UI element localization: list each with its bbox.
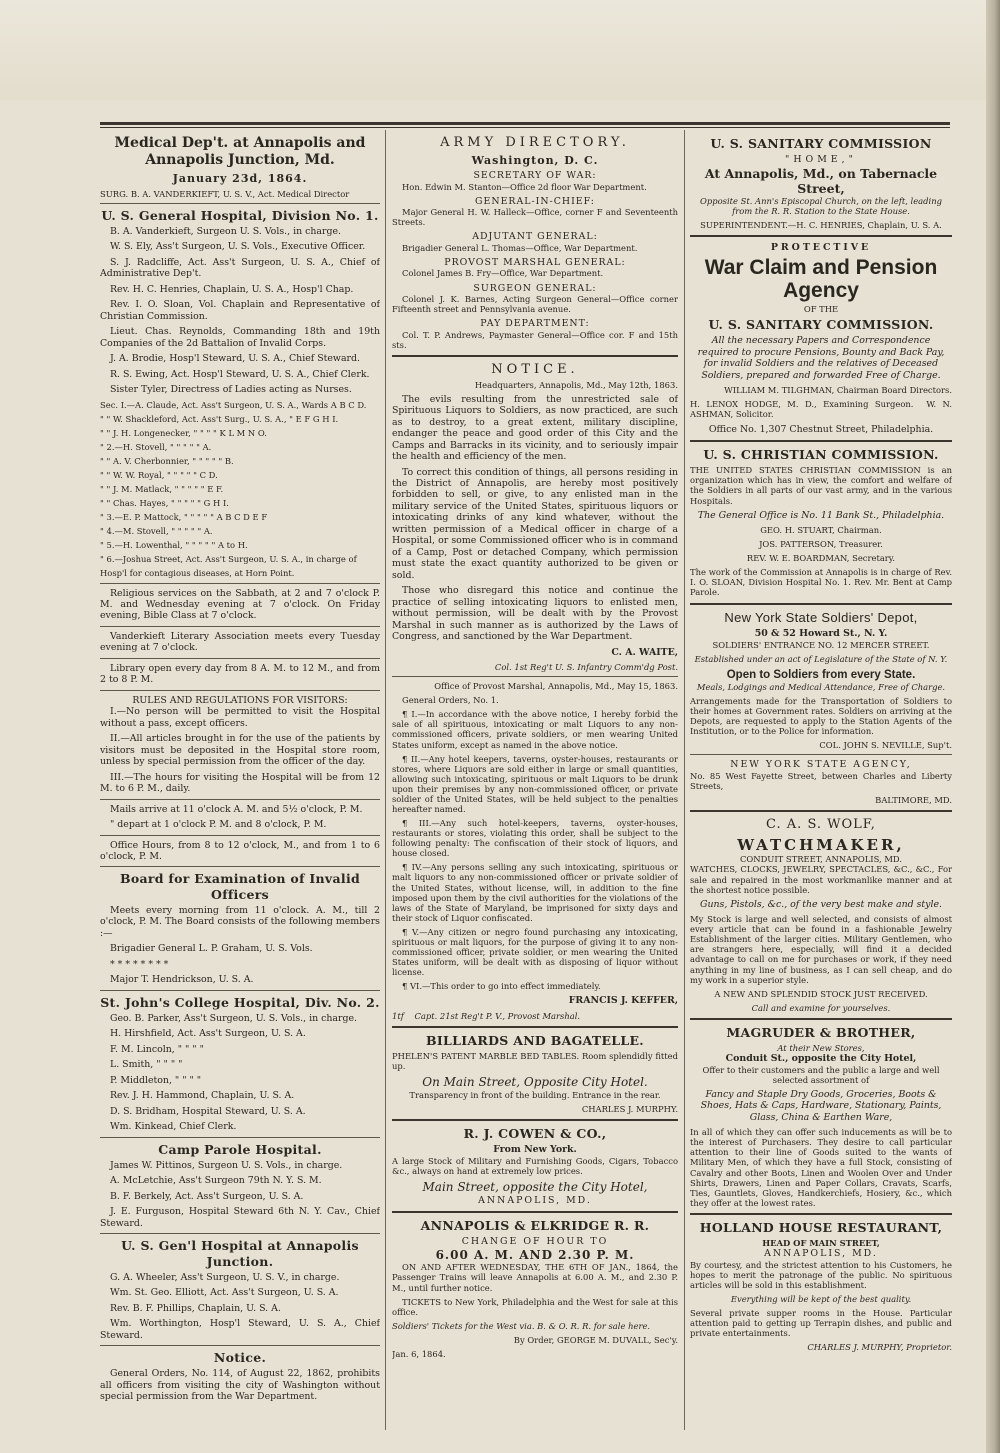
general-order: ¶ I.—In accordance with the above notice, I hereby forbid the sale of all spirituous, intoxicating or malt Liquors to any non-commissioned officers, private soldiers, or men wearing United States uniform, except as named in the above notice. (392, 709, 678, 750)
holland-city: ANNAPOLIS, MD. (764, 1248, 878, 1260)
ward-section-entry: " 4.—M. Stovell, " " " " " A. (100, 526, 213, 537)
keffer-signature: FRANCIS J. KEFFER, (568, 995, 678, 1007)
waite-title: Col. 1st Reg't U. S. Infantry Comm'dg Post. (494, 662, 678, 673)
general-order: ¶ IV.—Any persons selling any such intoxicating, spirituous or malt liquors to any non-commissioned officer or private soldier of the United States, without license, will, in addition to the fine imposed upon them by the civil authorities for the violations of the laws of the State of Maryland, be imprisoned for sixty days and their stock of Liquor confiscated. (392, 862, 678, 923)
mail-entry: Mails arrive at 11 o'clock A. M. and 5½ o'clock, P. M. (110, 803, 363, 815)
ward-section-entry: " 2.—H. Stovell, " " " " " A. (100, 441, 212, 452)
ward-section-entry: " 3.—E. P. Mattock, " " " " " A B C D E F (100, 512, 268, 523)
junction-heading: U. S. Gen'l Hospital at Annapolis Junction. (121, 1238, 359, 1269)
divider (690, 603, 952, 605)
general-order: ¶ III.—Any such hotel-keepers, taverns, oyster-houses, restaurants or stores, violating this order, shall be subject to the following penalty: The confiscation of their stock of liquors, and house closed. (392, 818, 678, 859)
christian-commission-text: THE UNITED STATES CHRISTIAN COMMISSION is an organization which has in view, the comfort and welfare of the Soldiers in all parts of our vast army, and in the various Hospitals. (690, 465, 952, 506)
literary-association: Vanderkieft Literary Association meets every Tuesday evening at 7 o'clock. (100, 630, 380, 654)
home-location: At Annapolis, Md., on Tabernacle Street, (704, 165, 938, 196)
board-member: Brigadier General L. P. Graham, U. S. Vols. (110, 943, 313, 955)
visitor-rules-list (100, 706, 380, 794)
medical-dept-title: Medical Dep't. at Annapolis and Annapolis Junction, Md. (114, 135, 366, 169)
nurses-note: Sister Tyler, Directress of Ladies acting as Nurses. (110, 384, 352, 396)
divider (690, 235, 952, 237)
provost-office-dateline: Office of Provost Marshal, Annapolis, Md., May 15, 1863. (434, 681, 678, 692)
staff-entry: W. S. Ely, Ass't Surgeon, U. S. Vols., Executive Officer. (110, 241, 366, 253)
divider (392, 355, 678, 357)
railroad-soldiers: Soldiers' Tickets for the West via. B. & O. R. R. for sale here. (392, 1320, 651, 1331)
claim-text: All the necessary Papers and Correspondence required to procure Pensions, Bounty and Back Pay, for invalid Soldiers and the relatives of Deceased Soldiers, prepared and forwarded Free of Charge. (697, 335, 945, 381)
protective-label: PROTECTIVE (770, 242, 872, 254)
army-directory-entries (392, 170, 678, 350)
magruder-heading: MAGRUDER & BROTHER, (726, 1024, 916, 1040)
billiards-signature: CHARLES J. MURPHY. (581, 1103, 678, 1114)
divider (100, 626, 380, 627)
divider (100, 1137, 380, 1138)
ny-depot-open: Open to Soldiers from every State. (726, 669, 916, 681)
top-rule-thin (100, 127, 950, 128)
railroad-text: ON AND AFTER WEDNESDAY, THE 6TH OF JAN., 1864, the Passenger Trains will leave Annapolis at 6.00 A. M., and 2.30 P. M., until further notice. (392, 1262, 678, 1293)
divider (690, 810, 952, 812)
st-johns-staff-list (100, 1013, 380, 1133)
wolf-text: WATCHES, CLOCKS, JEWELRY, SPECTACLES, &C., &C., For sale and repaired in the most workmanlike manner and at the shortest notice possible. (690, 864, 952, 895)
holland-signature: CHARLES J. MURPHY, Proprietor. (807, 1342, 952, 1353)
library-hours: Library open every day from 8 A. M. to 12 M., and from 2 to 8 P. M. (100, 662, 380, 686)
commission-officer: GEO. H. STUART, Chairman. (760, 525, 882, 536)
contagious-hospital-note: Hosp'l for contagious diseases, at Horn Point. (100, 568, 295, 579)
staff-entry: Geo. B. Parker, Ass't Surgeon, U. S. Vols., in charge. (110, 1013, 358, 1024)
staff-entry: B. F. Berkely, Act. Ass't Surgeon, U. S. A. (110, 1190, 304, 1202)
divider (100, 990, 380, 991)
notice-heading: NOTICE. (491, 361, 579, 377)
christian-commission-office: The General Office is No. 11 Bank St., Philadelphia. (697, 509, 945, 521)
staff-entry: Wm. Worthington, Hosp'l Steward, U. S. A., Chief Steward. (100, 1318, 380, 1341)
top-rule (100, 122, 950, 125)
army-office-heading: PROVOST MARSHAL GENERAL: (444, 256, 626, 268)
staff-entry: H. Hirshfield, Act. Ass't Surgeon, U. S. A. (110, 1028, 306, 1040)
magruder-location: Conduit St., opposite the City Hotel, (725, 1053, 917, 1065)
divider (392, 1119, 678, 1121)
army-office-heading: SURGEON GENERAL: (473, 282, 597, 294)
billiards-heading: BILLIARDS AND BAGATELLE. (426, 1032, 644, 1048)
ashman-signature: W. N. ASHMAN, Solicitor. (690, 399, 952, 420)
wolf-text-2: My Stock is large and well selected, and consists of almost every article that can be found in a fashionable Jewelry Establishment of the larger cities. Military Gentlemen, who are strangers here, especially, will find it a decided advantage to call on me for purchases or work, if they need anything in my line of business, as I can sell cheap, and do my work in a superior style. (690, 914, 952, 985)
divider (690, 754, 952, 755)
army-directory-city: Washington, D. C. (471, 153, 599, 167)
ward-section-entry: " " W. Shackleford, Act. Ass't Surg., U. S. A., " E F G H I. (100, 413, 339, 424)
holland-heading: HOLLAND HOUSE RESTAURANT, (699, 1219, 943, 1235)
division-1-staff-list (100, 226, 380, 380)
commission-officer: JOS. PATTERSON, Treasurer. (759, 539, 883, 550)
staff-entry: D. S. Bridham, Hospital Steward, U. S. A. (110, 1105, 306, 1117)
wolf-call: Call and examine for yourselves. (751, 1002, 891, 1013)
divider (100, 1233, 380, 1234)
mail-entry: " depart at 1 o'clock P. M. and 8 o'clock, P. M. (110, 819, 327, 831)
staff-entry: Rev. H. C. Henries, Chaplain, U. S. A., Hosp'l Chap. (110, 283, 354, 295)
cowen-heading: R. J. COWEN & CO., (463, 1126, 607, 1142)
holland-text: By courtesy, and the strictest attention to his Customers, he hopes to merit the patronage of the public. No spirituous articles will be sold in this establishment. (690, 1259, 952, 1290)
ny-depot-entrance: SOLDIERS' ENTRANCE NO. 12 MERCER STREET. (712, 639, 930, 650)
magruder-subheading: At their New Stores, (777, 1043, 865, 1054)
army-directory-heading: ARMY DIRECTORY. (440, 135, 630, 150)
divider (100, 866, 380, 867)
staff-entry: G. A. Wheeler, Ass't Surgeon, U. S. V., in charge. (110, 1271, 340, 1283)
board-text: Meets every morning from 11 o'clock. A. M., till 2 o'clock, P. M. The Board consists of the following members :— (100, 904, 380, 939)
religious-services: Religious services on the Sabbath, at 2 and 7 o'clock P. M. and Wednesday evening at 7 o'clock. On Friday evening, Bible Class at 7 o'clock. (100, 587, 380, 622)
page-binding-edge (986, 0, 1000, 1453)
ny-depot-text: Arrangements made for the Transportation of Soldiers to their homes at Government rates. Soldiers on arriving at the Depots, are requested to apply to the Station Agents of the Institution, or to the Police for information. (690, 696, 952, 737)
st-johns-heading: St. John's College Hospital, Div. No. 2. (100, 994, 380, 1010)
staff-entry: Rev. I. O. Sloan, Vol. Chaplain and Representative of Christian Commission. (100, 299, 380, 322)
ny-depot-established: Established under an act of Legislature of the State of N. Y. (694, 653, 948, 664)
column-army-directory (392, 133, 678, 1433)
ny-agency-heading: NEW YORK STATE AGENCY, (730, 759, 912, 771)
holland-subheading: HEAD OF MAIN STREET, (762, 1238, 880, 1249)
hodge-signature: H. LENOX HODGE, M. D., Examining Surgeon. (690, 399, 914, 410)
staff-entry: J. E. Furguson, Hospital Steward 6th N. Y. Cav., Chief Steward. (100, 1206, 380, 1229)
ny-depot-signature: COL. JOHN S. NEVILLE, Sup't. (819, 740, 952, 751)
holland-quality: Everything will be kept of the best quality. (730, 1293, 912, 1304)
general-orders-label: General Orders, No. 1. (402, 695, 499, 706)
christian-commission-heading: U. S. CHRISTIAN COMMISSION. (703, 447, 939, 463)
sanitary-commission-heading: U. S. SANITARY COMMISSION (710, 136, 932, 151)
wolf-address: CONDUIT STREET, ANNAPOLIS, MD. (739, 854, 902, 865)
notice-paragraph: The evils resulting from the unrestricted sale of Spirituous Liquors to Soldiers, as now practiced, are such as to destroy, to a great extent, military discipline, endanger the peace and good order of this City and the Camps and Barracks in its vicinity, and to seriously impair the health and efficiency of the men. (392, 393, 678, 463)
ward-section-entry: " " J. H. Longenecker, " " " " K L M N O. (100, 427, 267, 438)
ward-section-entry: Sec. I.—A. Claude, Act. Ass't Surgeon, U. S. A., Wards A B C D. (100, 399, 367, 410)
staff-entry: Rev. J. H. Hammond, Chaplain, U. S. A. (110, 1090, 295, 1102)
ward-section-entry: " " W. W. Royal, " " " " " C D. (100, 469, 218, 480)
billiards-location: On Main Street, Opposite City Hotel. (422, 1075, 648, 1090)
ny-depot-heading: New York State Soldiers' Depot, (724, 609, 918, 625)
staff-entry: Rev. B. F. Phillips, Chaplain, U. S. A. (110, 1302, 281, 1314)
board-member: Major T. Hendrickson, U. S. A. (110, 974, 254, 986)
divider (100, 658, 380, 659)
divider (392, 1026, 678, 1028)
general-order: ¶ V.—Any citizen or negro found purchasing any intoxicating, spirituous or malt liquors, for the purpose of giving it to any non-commissioned officer, private soldier, or men wearing the United States uniform, will be dealt with as disposing of liquor without license. (392, 926, 678, 978)
cowen-subheading: From New York. (493, 1144, 577, 1156)
headquarters-dateline: Headquarters, Annapolis, Md., May 12th, 1863. (474, 379, 678, 390)
board-heading: Board for Examination of Invalid Officers (119, 871, 361, 902)
home-label: "HOME," (785, 154, 857, 166)
divider (100, 835, 380, 836)
wolf-heading: C. A. S. WOLF, (766, 817, 876, 833)
divider (392, 676, 678, 677)
divider (100, 1345, 380, 1346)
notice-text: General Orders, No. 114, of August 22, 1862, prohibits all officers from visiting the city of Washington without special permission from the War Department. (100, 1368, 380, 1403)
divider (690, 1018, 952, 1020)
ny-depot-address: 50 & 52 Howard St., N. Y. (754, 628, 888, 640)
staff-entry: S. J. Radcliffe, Act. Ass't Surgeon, U. S. A., Chief of Administrative Dep't. (100, 256, 380, 280)
railroad-tickets: TICKETS to New York, Philadelphia and the West for sale at this office. (392, 1296, 678, 1317)
staff-entry: Lieut. Chas. Reynolds, Commanding 18th and 19th Companies of the 2d Battalion of Invalid Corps. (100, 326, 380, 349)
notice-paragraph: To correct this condition of things, all persons residing in the District of Annapolis, are hereby most positively forbidden to sell, or give, to any enlisted man in the military service of the United States, spirituous liquors or intoxicating drinks of any kind whatever, without the written permission of a Medical officer in charge of a Hospital, or some Commissioned officer who is in command of a Camp, Post or detached Company, which permission must state the exact quantity authorized to be given or sold. (392, 466, 678, 581)
ny-depot-meals: Meals, Lodgings and Medical Attendance, Free of Charge. (696, 682, 946, 693)
army-office-entry: Col. T. P. Andrews, Paymaster General—Office cor. F and 15th sts. (392, 329, 678, 350)
visitor-rule: III.—The hours for visiting the Hospital will be from 12 M. to 6 P. M., daily. (100, 771, 380, 795)
army-office-heading: PAY DEPARTMENT: (480, 318, 590, 330)
railroad-times: 6.00 A. M. AND 2.30 P. M. (435, 1247, 635, 1262)
general-order: ¶ II.—Any hotel keepers, taverns, oyster-houses, restaurants or stores, where Liquors are sold either in large or small quantities, allowing such intoxicating, spirituous or malt Liquors to be drunk upon their premises by any non-commissioned officer, or private soldier of the United States, will be held subject to the penalties hereafter named. (392, 753, 678, 814)
cowen-text: A large Stock of Military and Furnishing Goods, Cigars, Tobacco &c., always on hand at extremely low prices. (392, 1155, 678, 1176)
army-office-entry: Major General H. W. Halleck—Office, corner F and Seventeenth Streets. (392, 207, 678, 228)
division-1-heading: U. S. General Hospital, Division No. 1. (101, 207, 379, 223)
column-divider-2 (684, 130, 685, 1430)
staff-entry: J. A. Brodie, Hosp'l Steward, U. S. A., Chief Steward. (110, 353, 361, 365)
keffer-title: Capt. 21st Reg't P. V., Provost Marshal. (414, 1010, 581, 1021)
visitor-rule: I.—No person will be permitted to visit the Hospital without a pass, except officers. (100, 706, 380, 729)
staff-entry: Wm. St. Geo. Elliott, Act. Ass't Surgeon, U. S. A. (110, 1287, 339, 1299)
notice-paragraph: Those who disregard this notice and continue the practice of selling intoxicating liquors to enlisted men, without permission, will be dealt with by the Provost Marshal in such manner as is authorized by the Laws of Congress, and sanctioned by the War Department. (392, 585, 678, 643)
medical-director: SURG. B. A. VANDERKIEFT, U. S. V., Act. Medical Director (100, 188, 350, 199)
liquor-notice-paragraphs (392, 394, 678, 643)
staff-entry: A. McLetchie, Ass't Surgeon 79th N. Y. S. M. (110, 1175, 322, 1187)
divider (100, 690, 380, 691)
medical-dept-date: January 23d, 1864. (172, 172, 308, 186)
staff-entry: F. M. Lincoln, " " " " (110, 1043, 204, 1055)
mails-schedule (100, 804, 380, 831)
general-orders-list (392, 709, 678, 991)
ny-agency-address: No. 85 West Fayette Street, between Charles and Liberty Streets, (690, 770, 952, 792)
christian-commission-officers (690, 525, 952, 563)
general-order: ¶ VI.—This order to go into effect immediately. (402, 981, 601, 992)
staff-entry: L. Smith, " " " " (110, 1059, 183, 1071)
ward-section-entry: " " A. V. Cherbonnier, " " " " " B. (100, 455, 234, 466)
junction-staff-list (100, 1272, 380, 1341)
commission-officer: REV. W. E. BOARDMAN, Secretary. (746, 553, 896, 564)
wolf-guns: Guns, Pistols, &c., of the very best make and style. (699, 898, 942, 910)
army-office-entry: Hon. Edwin M. Stanton—Office 2d floor War Department. (402, 181, 647, 192)
ward-sections-list (100, 400, 380, 565)
visitor-rule: II.—All articles brought in for the use of the patients by visitors must be deposited in the Hospital store room, unless by special permission from the officer of the day. (100, 733, 380, 768)
army-office-heading: SECRETARY OF WAR: (473, 170, 597, 182)
holland-text-2: Several private supper rooms in the House. Particular attention paid to getting up Terrapin dishes, and public and private entertainments. (690, 1307, 952, 1339)
camp-parole-heading: Camp Parole Hospital. (158, 1141, 322, 1157)
army-office-entry: Colonel J. K. Barnes, Acting Surgeon General—Office corner Fifteenth street and Pennsylvania avenue. (392, 294, 678, 315)
war-claim-heading: War Claim and Pension Agency (704, 255, 938, 303)
cowen-location: Main Street, opposite the City Hotel, (422, 1179, 648, 1194)
army-office-heading: ADJUTANT GENERAL: (472, 231, 598, 243)
wolf-trade: WATCHMAKER, (737, 836, 905, 855)
home-directions: Opposite St. Ann's Episcopal Church, on the left, leading from the R. R. Station to the State House. (700, 196, 942, 217)
divider (392, 1211, 678, 1213)
of-the-label: OF THE (803, 304, 839, 315)
column-commissions (690, 133, 952, 1433)
army-office-entry: Brigadier General L. Thomas—Office, War Department. (402, 242, 638, 253)
staff-entry: James W. Pittinos, Surgeon U. S. Vols., in charge. (110, 1160, 343, 1171)
ny-agency-city: BALTIMORE, MD. (875, 795, 952, 806)
railroad-subheading: CHANGE OF HOUR TO (461, 1236, 609, 1248)
railroad-signature: By Order, GEORGE M. DUVALL, Sec'y. (513, 1334, 678, 1345)
cowen-city: ANNAPOLIS, MD. (478, 1194, 592, 1206)
divider (690, 1213, 952, 1215)
tilghman-signature: WILLIAM M. TILGHMAN, Chairman Board Directors. (724, 385, 952, 396)
christian-commission-work: The work of the Commission at Annapolis is in charge of Rev. I. O. SLOAN, Division Hospital No. 1. Rev. Mr. Bent at Camp Parole. (690, 567, 952, 598)
railroad-date: Jan. 6, 1864. (392, 1348, 446, 1359)
staff-entry: B. A. Vanderkieft, Surgeon U. S. Vols., in charge. (110, 225, 341, 237)
magruder-goods: Fancy and Staple Dry Goods, Groceries, Boots & Shoes, Hats & Caps, Hardware, Stationary, Paints, Glass, China & Earthen Ware, (700, 1088, 942, 1123)
billiards-note: Transparency in front of the building. Entrance in the rear. (409, 1089, 661, 1100)
divider (100, 203, 380, 204)
office-hours: Office Hours, from 8 to 12 o'clock, M., and from 1 to 6 o'clock, P. M. (100, 839, 380, 862)
column-medical-department (100, 133, 380, 1433)
waite-signature: C. A. WAITE, (611, 646, 678, 658)
ward-section-entry: " 5.—H. Lowenthal, " " " " " A to H. (100, 540, 248, 551)
wolf-new-stock: A NEW AND SPLENDID STOCK JUST RECEIVED. (714, 988, 928, 999)
army-office-entry: Colonel James B. Fry—Office, War Department. (402, 268, 604, 279)
staff-entry: Wm. Kinkead, Chief Clerk. (110, 1121, 237, 1133)
army-office-heading: GENERAL-IN-CHIEF: (475, 195, 595, 207)
staff-entry: R. S. Ewing, Act. Hosp'l Steward, U. S. A., Chief Clerk. (110, 368, 370, 380)
board-members-list (100, 943, 380, 985)
ward-section-entry: " " Chas. Hayes, " " " " " G H I. (100, 498, 229, 509)
divider (690, 440, 952, 442)
sanitary-commission-subheading: U. S. SANITARY COMMISSION. (708, 317, 934, 333)
billiards-text: PHELEN'S PATENT MARBLE BED TABLES. Room splendidly fitted up. (392, 1051, 678, 1072)
notice-heading: Notice. (213, 1350, 267, 1366)
staff-entry: P. Middleton, " " " " (110, 1074, 202, 1086)
claim-office: Office No. 1,307 Chestnut Street, Philadelphia. (708, 423, 934, 435)
magruder-offer: Offer to their customers and the public a large and well selected assortment of (702, 1064, 940, 1085)
home-superintendent: SUPERINTENDENT.—H. C. HENRIES, Chaplain, U. S. A. (700, 220, 942, 231)
page-top-margin (0, 0, 1000, 100)
rules-heading: RULES AND REGULATIONS FOR VISITORS: (132, 694, 348, 706)
magruder-text: In all of which they can offer such inducements as will be to the interest of Purchasers. They desire to call particular attention to their line of Goods suited to the wants of Military Men, of which they have a full Stock, consisting of Cavalry and other Boots, Linen and Woolen Over and Under Shirts, Drawers, Linen and Paper Collars, Cravats, Scarfs, Ties, Gauntlets, Gloves, Handkerchiefs, Hosiery, &c., which they offer at the lowest rates. (690, 1127, 952, 1208)
divider (100, 799, 380, 800)
board-member: * * * * * * * * (110, 958, 169, 970)
keffer-code: 1tf (392, 1010, 404, 1021)
ward-section-entry: " " J. M. Matlack, " " " " " E F. (100, 483, 224, 494)
camp-parole-staff-list (100, 1160, 380, 1229)
divider (100, 583, 380, 584)
column-divider-1 (385, 130, 386, 1430)
ward-section-entry: " 6.—Joshua Street, Act. Ass't Surgeon, U. S. A., in charge of (100, 554, 357, 565)
railroad-heading: ANNAPOLIS & ELKRIDGE R. R. (420, 1218, 650, 1233)
